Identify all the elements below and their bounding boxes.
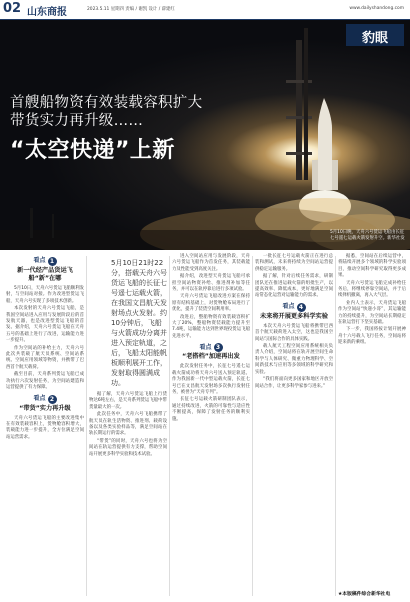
paragraph: 截至目前，天舟系列货运飞船已成功执行六次发射任务，为空间站建造和运营提供了有力保障。 [6,372,84,391]
paragraph: 业内人士表示，天舟货运飞船作为空间站“快递小哥”，其运输能力的持续提升，为空间站长期稳定在轨运营打下坚实基础。 [338,300,406,326]
paragraph: 据了解，天舟六号货运飞船上行货物达6吨左右，是天舟系列货运飞船中带货量最大的一次。 [89,392,167,410]
section-label: 看点 [199,343,212,351]
section-number-badge: 3 [214,343,223,352]
issue-meta: 2023.5.11 星期四 责编 / 谢凯 设计 / 薛建红 [87,7,175,12]
paragraph: 下一步，我国将按计划开展神舟十六号载人飞行任务，空间站将迎来新的乘组。 [338,327,406,346]
section-marker-4 [255,303,333,312]
headline-line2: 带货实力再升级…… [10,113,144,129]
section-marker-2 [6,395,84,404]
paragraph: “带货”的同时，天舟六号也将为空间站在轨运营提供有力支撑，帮助空间站开展更多科学实验和技术试验。 [89,438,167,457]
hero-image [0,20,410,250]
paragraph: 一批长征七号运载火箭正在进行总装和测试，未来将持续为空间站运营提供稳定运输服务。 [255,254,333,272]
paragraph: “我们将面向更多国家和地区开放空间站合作，让更多科学家参与进来。” [255,377,333,389]
paragraph: 天舟六号货运飞船改进方案在保持原有结构基础上，对货物舱布局进行了优化，提升了装货空间利用率。 [172,294,250,313]
section-number-badge: 1 [48,257,57,266]
article-column-5 [338,254,406,348]
paragraph: 据介绍，改进型天舟货运飞船可承担空间站物资补给、推进剂补加等任务，并可以在轨停靠后进行多项试验。 [172,274,250,293]
paragraph: 据了解，针对后续任务需求，研制团队还在推进运载火箭的组批生产，以提高效率、降低成本，更好地满足空间站常态化运营对运输能力的需求。 [255,274,333,299]
section-title-3: “老搭档”加速再出发 [182,353,240,361]
site-url: www.dailyshandong.com [349,6,404,11]
page-number: 02 [3,1,22,16]
paragraph: 本次发射的天舟六号货运飞船，是我国空间站进入应用与发展阶段后的首发航天器，也是改进型货运飞船的首发。据介绍，天舟六号货运飞船在天舟五号的基础上进行了改进，运输能力进一步提升。 [6,306,84,344]
section-label: 看点 [282,303,295,311]
paragraph: 天舟六号货运飞船完成补给任务后，将继续停靠空间站，并于后续择机撤离，再入大气层。 [338,280,406,299]
section-number-badge: 2 [48,395,57,404]
source-note: ★本版稿件综合新华社电 [338,592,391,597]
section-label: 看点 [33,257,46,265]
column-divider [169,256,170,596]
section-title-2: “带货”实力再升级 [19,404,71,412]
article-column-3 [172,254,250,424]
masthead [0,0,410,20]
lead-quote: 5月10日21时22分，搭载天舟六号货运飞船的长征七号遥七运载火箭，在我国文昌航天发射场点火发射。约10分钟后，飞船与火箭成功分离并进入预定轨道，之后，飞船太阳能帆板顺利展开工作，发射取得圆满成功。 [111,259,167,387]
paragraph: 载人航天工程空间应用系统相关负责人介绍，空间站将在轨开展空间生命科学与人体研究、微重力物理科学、空间新技术与应用等多领域的科学研究和实验。 [255,344,333,375]
column-divider [335,256,336,596]
headline-main: “太空快递”上新 [10,138,175,163]
article-column-2 [89,254,167,459]
paragraph: 此次任务中，天舟六号飞船携带了航天员在轨生活物资、推进剂、载荷设备以及各类实验样品等，满足空间站在轨长期运行的需求。 [89,412,167,437]
section-label: 看点 [33,394,46,402]
headline-line1: 首艘船物资有效装载容积扩大 [10,95,203,111]
section-title-1: 新一代经产品货运飞船“新”在哪 [17,267,73,282]
section-title-4: 未来将开展更多科学实验 [259,312,329,320]
column-divider [252,256,253,596]
paragraph: 长征七号运载火箭研制团队表示，通过持续改进，火箭的可靠性与适应性不断提高，保障了发射任务的顺利实施。 [172,397,250,422]
paragraph: 据悉，空间站在后续运营中，将陆续开展多个领域的科学实验项目，推动空间科学研究取得更多成果。 [338,254,406,279]
paper-name: 山东商报 [27,7,67,18]
paragraph: 改进后，整船物资有效装载容积扩大了20%，整船物资装载能力提升至7.4吨，运输能力达到世界现役货运飞船先进水平。 [172,314,250,339]
paragraph: 天舟六号货运飞船的主要改进集中在有效装载容积上，货物舱容积增大，装载能力进一步提升，全方位满足空间站运营需求。 [6,415,84,440]
article-column-1 [6,254,84,442]
paragraph: 进入空间站应用与发展阶段，天舟六号货运飞船作为首发任务，其装载能力及性能受到高度关注。 [172,254,250,272]
section-number-badge: 4 [297,303,306,312]
paragraph: 此次发射任务中，长征七号遥七运载火箭成功将天舟六号送入预定轨道。作为我国新一代中型运载火箭，长征七号已在文昌航天发射场多次执行发射任务，被誉为“天舟专列”。 [172,364,250,395]
section-tag [346,24,404,46]
paragraph: 作为空间站的补给主力，天舟六号此次共装载了航天员系统、空间站系统、空间应用领域等物资，并携带了巴西首个航天载荷。 [6,345,84,370]
section-marker-1 [6,257,84,266]
paragraph: 本次天舟六号货运飞船将携带巴西首个航天载荷进入太空，这也是我国空间站与国际合作的具体实践。 [255,323,333,342]
column-divider [86,256,87,596]
article-column-4 [255,254,333,391]
section-marker-3 [172,343,250,352]
paragraph: 5月10日，天舟六号货运飞船顺利发射，与空间站对接。作为改进型货运飞船，天舟六号实现了多项技术创新。 [6,286,84,304]
photo-caption: 5月10日晚，天舟六号货运飞船由长征七号遥七运载火箭发射升空。新华社发 [330,230,405,241]
section-tag-text: 豹眼 [361,31,388,46]
